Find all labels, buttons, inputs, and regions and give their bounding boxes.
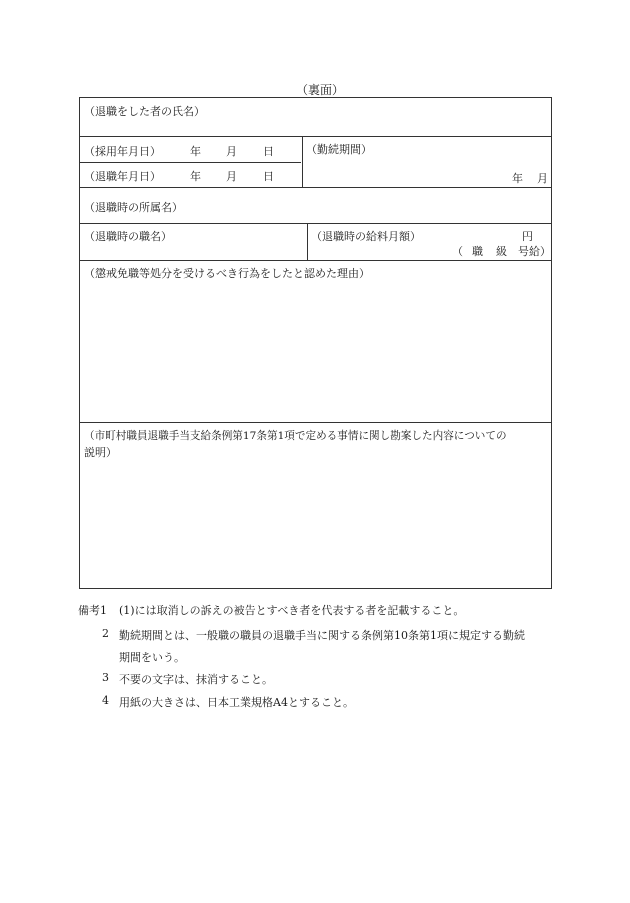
monthly-salary-label: （退職時の給料月額）: [311, 230, 421, 243]
note-item-3-number: 3: [102, 671, 109, 684]
explanation-label-line2: 説明）: [84, 446, 117, 459]
service-month-unit: 月: [537, 172, 548, 185]
hire-day-unit: 日: [263, 145, 274, 158]
divider: [307, 223, 308, 260]
notes-heading: 備考1: [78, 604, 107, 617]
divider: [80, 422, 551, 423]
class-label: 級: [496, 245, 507, 258]
hire-date-label: （採用年月日）: [84, 145, 161, 158]
service-year-unit: 年: [512, 172, 523, 185]
divider: [302, 136, 303, 187]
divider: [80, 162, 301, 163]
note-item-4: 用紙の大きさは、日本工業規格A4とすること。: [119, 696, 354, 709]
note-item-2-number: 2: [102, 627, 109, 640]
divider: [80, 136, 551, 137]
affiliation-label: （退職時の所属名）: [84, 201, 183, 214]
retire-day-unit: 日: [263, 170, 274, 183]
retire-date-label: （退職年月日）: [84, 170, 161, 183]
hire-month-unit: 月: [226, 145, 237, 158]
divider: [80, 260, 551, 261]
yen-unit: 円: [522, 230, 533, 243]
retire-month-unit: 月: [226, 170, 237, 183]
explanation-label-line1: （市町村職員退職手当支給条例第17条第1項で定める事情に関し勘案した内容についての: [84, 430, 507, 442]
note-item-3: 不要の文字は、抹消すること。: [119, 673, 273, 686]
retirement-form: [79, 97, 552, 589]
divider: [80, 223, 551, 224]
retire-year-unit: 年: [190, 170, 201, 183]
disciplinary-reason-label: （懲戒免職等処分を受けるべき行為をしたと認めた理由）: [84, 267, 370, 280]
grade-label: 職: [472, 245, 483, 258]
note-item-1: (1)には取消しの訴えの被告とすべき者を代表する者を記載すること。: [119, 604, 465, 617]
number-label: 号給）: [518, 245, 551, 258]
divider: [80, 187, 551, 188]
grade-open-paren: （: [452, 245, 463, 258]
note-item-4-number: 4: [102, 694, 109, 707]
service-period-label: （勤続期間）: [306, 143, 372, 156]
retiree-name-label: （退職をした者の氏名）: [84, 105, 205, 118]
position-label: （退職時の職名）: [84, 230, 172, 243]
hire-year-unit: 年: [190, 145, 201, 158]
note-item-2-continuation: 期間をいう。: [119, 651, 185, 664]
page-side-label: （裏面）: [296, 83, 345, 97]
note-item-2: 勤続期間とは、一般職の職員の退職手当に関する条例第10条第1項に規定する勤続: [119, 629, 525, 642]
